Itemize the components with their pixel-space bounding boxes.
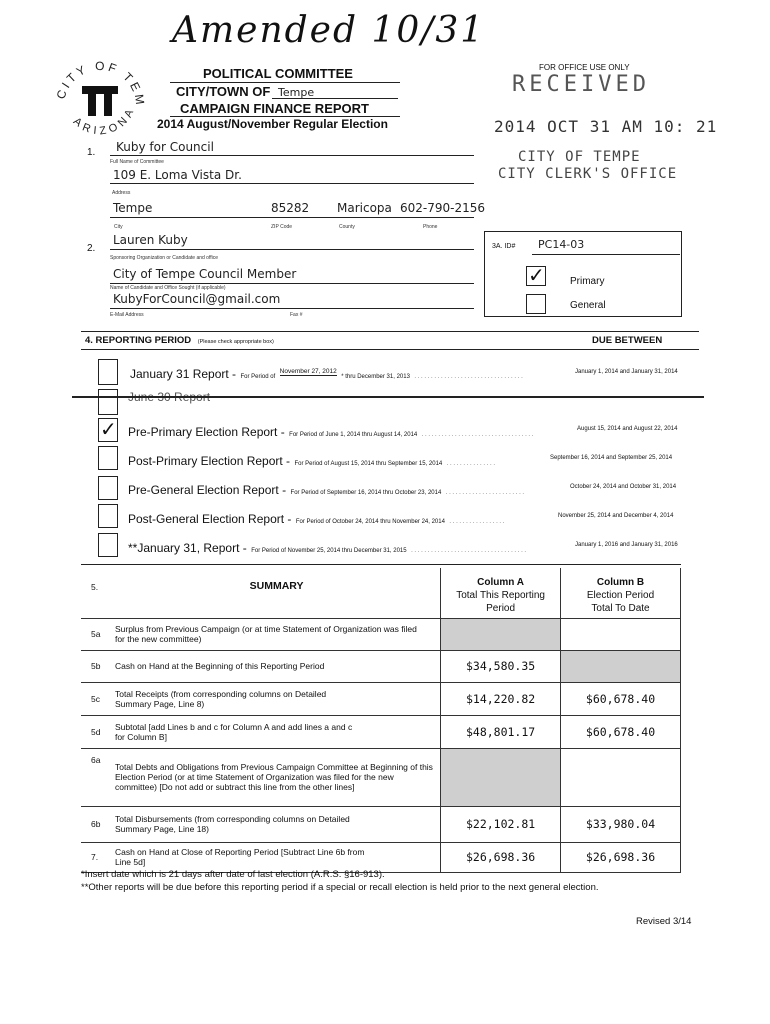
general-checkbox[interactable] — [526, 294, 546, 314]
row-id: 6b — [81, 806, 113, 842]
clerk-stamp-2: CITY CLERK'S OFFICE — [498, 166, 678, 182]
clerk-stamp-1: CITY OF TEMPE — [518, 149, 641, 165]
row-id: 5a — [81, 618, 113, 650]
id-field[interactable]: PC14-03 — [538, 238, 585, 251]
section-2-num: 2. — [87, 243, 96, 254]
report-checkbox[interactable] — [98, 476, 118, 500]
committee-name-label: Full Name of Committee — [110, 159, 164, 165]
received-stamp: RECEIVED — [512, 72, 650, 97]
report-checkbox[interactable] — [98, 359, 118, 385]
email-label: E-Mail Address — [110, 312, 144, 318]
due-between-header: DUE BETWEEN — [592, 335, 663, 346]
row-value-a[interactable]: $22,102.81 — [441, 806, 561, 842]
phone-label: Phone — [423, 224, 438, 230]
row-text: Total Debts and Obligations from Previous Campaign Committee at Beginning of this Election Period (or at time Statement of Organization was filed for the new committee) [Do not add or subtract this line from the other lines] — [113, 748, 441, 806]
phone-field[interactable]: 602-790-2156 — [400, 201, 486, 215]
summary-row — [81, 618, 681, 650]
row-id: 5b — [81, 650, 113, 682]
svg-text:ARIZONA: ARIZONA — [70, 104, 138, 138]
row-value-a[interactable]: $14,220.82 — [441, 682, 561, 715]
row-id: 5d — [81, 715, 113, 748]
report-checkbox[interactable] — [98, 446, 118, 470]
summary-row — [81, 715, 681, 748]
revised-label: Revised 3/14 — [636, 916, 692, 927]
general-label: General — [570, 300, 606, 311]
row-text: Cash on Hand at Close of Reporting Period [Subtract Line 6b from Line 5d] — [113, 842, 441, 872]
row-value-a — [441, 748, 561, 806]
sponsor-label: Sponsoring Organization or Candidate and office — [110, 255, 219, 261]
summary-row — [81, 682, 681, 715]
report-checkbox[interactable] — [98, 389, 118, 415]
row-value-b — [561, 650, 681, 682]
summary-row — [81, 842, 681, 872]
election-title: 2014 August/November Regular Election — [157, 117, 388, 131]
column-a-header: Column A Total This Reporting Period — [441, 568, 561, 618]
row-id: 5c — [81, 682, 113, 715]
reporting-period-title: 4. REPORTING PERIOD (Please check appropriate box) — [85, 335, 274, 346]
email-field[interactable]: KubyForCouncil@gmail.com — [113, 292, 281, 306]
row-value-b — [561, 618, 681, 650]
city-field: Tempe — [278, 86, 315, 99]
svg-text:CITY OF TEMPE: CITY OF TEM — [53, 58, 148, 109]
row-value-b — [561, 748, 681, 806]
report-checkbox[interactable] — [98, 504, 118, 528]
summary-row — [81, 806, 681, 842]
primary-label: Primary — [570, 276, 605, 287]
row-value-b[interactable]: $60,678.40 — [561, 715, 681, 748]
fax-label: Fax # — [290, 312, 303, 318]
due-date: January 1, 2016 and January 31, 2016 — [575, 542, 678, 548]
due-date: October 24, 2014 and October 31, 2014 — [570, 484, 677, 490]
summary-row — [81, 748, 681, 806]
row-value-a[interactable]: $26,698.36 — [441, 842, 561, 872]
row-id: 6a — [81, 748, 113, 806]
row-text: Cash on Hand at the Beginning of this Reporting Period — [113, 650, 441, 682]
form-title-2: CITY/TOWN OF Tempe — [176, 84, 315, 99]
section-1-num: 1. — [87, 147, 96, 158]
county-label: County — [339, 224, 355, 230]
due-date: August 15, 2014 and August 22, 2014 — [577, 426, 678, 432]
city-seal — [50, 48, 150, 144]
due-date: January 1, 2014 and January 31, 2014 — [575, 369, 678, 375]
row-value-a[interactable]: $34,580.35 — [441, 650, 561, 682]
row-value-a — [441, 618, 561, 650]
address-field[interactable]: 109 E. Loma Vista Dr. — [113, 168, 242, 182]
report-checkbox[interactable] — [98, 533, 118, 557]
office-use-label: FOR OFFICE USE ONLY — [539, 63, 630, 72]
row-text: Total Receipts (from corresponding columns on Detailed Summary Page, Line 8) — [113, 682, 441, 715]
column-b-header: Column B Election Period Total To Date — [561, 568, 681, 618]
summary-row — [81, 650, 681, 682]
due-date: November 25, 2014 and December 4, 2014 — [558, 513, 674, 519]
city-label: City — [114, 224, 123, 230]
summary-num: 5. — [81, 568, 113, 618]
summary-table — [81, 568, 681, 873]
address-label: Address — [112, 190, 131, 196]
city-field[interactable]: Tempe — [113, 201, 153, 215]
row-value-a[interactable]: $48,801.17 — [441, 715, 561, 748]
handwritten-date: November 27, 2012 — [279, 368, 337, 375]
id-label: 3A. ID# — [492, 243, 516, 250]
footnote-1: *Insert date which is 21 days after date of last election (A.R.S. §16-913). — [81, 869, 385, 880]
row-value-b[interactable]: $60,678.40 — [561, 682, 681, 715]
checkmark-icon: ✓ — [100, 417, 117, 441]
checkmark-icon: ✓ — [528, 263, 545, 287]
received-date-stamp: 2014 OCT 31 AM 10: 21 — [494, 117, 718, 136]
form-title-1: POLITICAL COMMITTEE — [203, 66, 353, 81]
amended-annotation: Amended 10/31 — [172, 10, 486, 51]
committee-name-field[interactable]: Kuby for Council — [116, 140, 214, 154]
summary-title: SUMMARY — [113, 568, 441, 618]
form-title-3: CAMPAIGN FINANCE REPORT — [180, 101, 369, 116]
row-text: Total Disbursements (from corresponding columns on Detailed Summary Page, Line 18) — [113, 806, 441, 842]
county-field[interactable]: Maricopa — [337, 201, 392, 215]
due-date: September 16, 2014 and September 25, 2014 — [550, 455, 673, 461]
row-text: Surplus from Previous Campaign (or at time Statement of Organization was filed for the new committee) — [113, 618, 441, 650]
sponsor-field[interactable]: Lauren Kuby — [113, 233, 188, 247]
office-sought-field[interactable]: City of Tempe Council Member — [113, 267, 297, 281]
office-sought-label: Name of Candidate and Office Sought (if applicable) — [110, 285, 226, 291]
row-id: 7. — [81, 842, 113, 872]
zip-label: ZIP Code — [271, 224, 293, 230]
row-value-b[interactable]: $33,980.04 — [561, 806, 681, 842]
primary-checkbox[interactable] — [526, 263, 546, 287]
footnote-2: **Other reports will be due before this reporting period if a special or recall election is held prior to the next general election. — [81, 882, 599, 893]
summary-header-row — [81, 568, 681, 618]
row-text: Subtotal [add Lines b and c for Column A and add lines a and c for Column B] — [113, 715, 441, 748]
row-value-b[interactable]: $26,698.36 — [561, 842, 681, 872]
report-checkbox[interactable] — [98, 418, 118, 442]
zip-field[interactable]: 85282 — [271, 201, 310, 215]
